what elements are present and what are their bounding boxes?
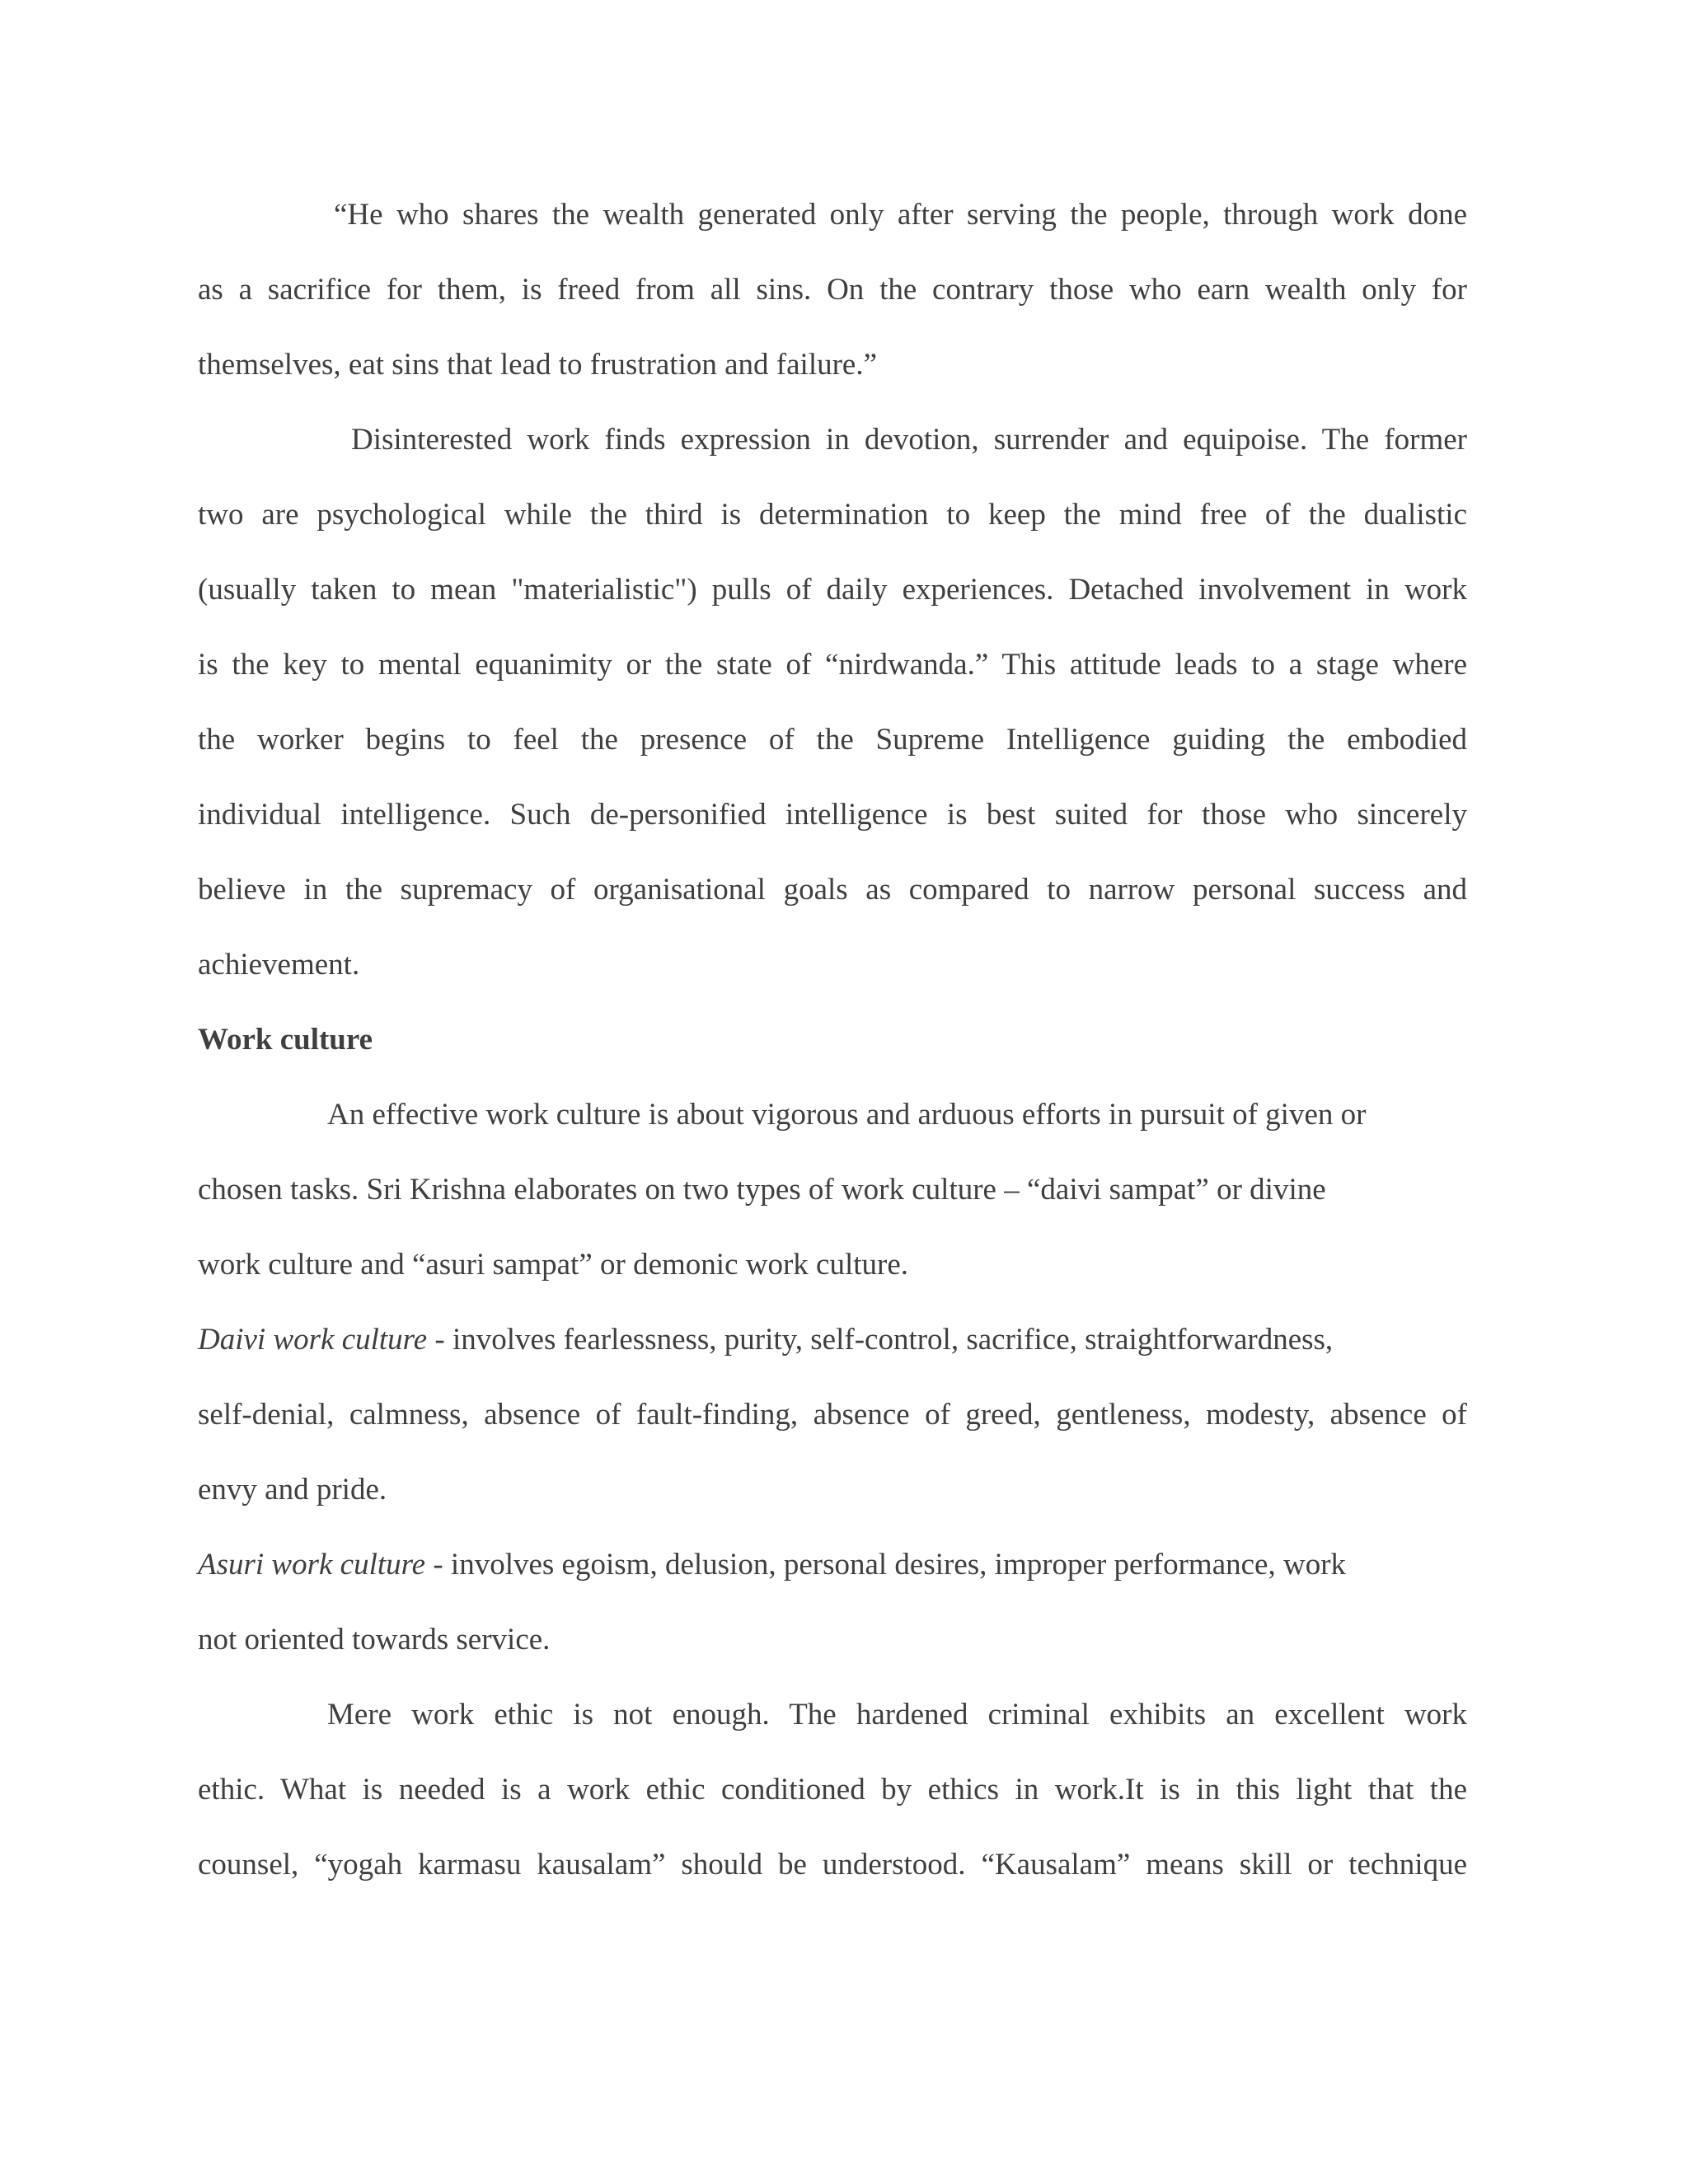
paragraph-2-line-5: the worker begins to feel the presence of the Supreme Intelligence guiding the embodied	[198, 723, 1467, 757]
paragraph-2-line-2: two are psychological while the third is determination to keep the mind free of the dualistic	[198, 498, 1467, 532]
paragraph-2-line-8: achievement.	[198, 948, 360, 982]
asuri-description: - involves egoism, delusion, personal desires, improper performance, work	[425, 1548, 1347, 1582]
paragraph-4-line-1: Mere work ethic is not enough. The hardened criminal exhibits an excellent work	[327, 1698, 1467, 1732]
asuri-line-1	[198, 1546, 1467, 1584]
daivi-description: - involves fearlessness, purity, self-control, sacrifice, straightforwardness,	[427, 1323, 1334, 1357]
paragraph-4-line-2: ethic. What is needed is a work ethic conditioned by ethics in work.It is in this light that the	[198, 1773, 1467, 1807]
section-heading: Work culture	[198, 1023, 373, 1057]
daivi-line-2: self-denial, calmness, absence of fault-finding, absence of greed, gentleness, modesty, absence of	[198, 1398, 1467, 1432]
paragraph-2-line-7: believe in the supremacy of organisational goals as compared to narrow personal success and	[198, 873, 1467, 907]
paragraph-2-line-6: individual intelligence. Such de-personified intelligence is best suited for those who sincerely	[198, 798, 1467, 832]
daivi-line-1	[198, 1321, 1467, 1359]
paragraph-3-line-2: chosen tasks. Sri Krishna elaborates on two types of work culture – “daivi sampat” or divine	[198, 1173, 1326, 1207]
asuri-line-2: not oriented towards service.	[198, 1623, 551, 1657]
asuri-term: Asuri work culture	[198, 1548, 426, 1582]
paragraph-3-line-1: An effective work culture is about vigorous and arduous efforts in pursuit of given or	[327, 1098, 1367, 1132]
paragraph-4-line-3: counsel, “yogah karmasu kausalam” should be understood. “Kausalam” means skill or technique	[198, 1848, 1467, 1882]
paragraph-2-line-3: (usually taken to mean "materialistic") pulls of daily experiences. Detached involvement in work	[198, 573, 1467, 607]
paragraph-2-line-4: is the key to mental equanimity or the state of “nirdwanda.” This attitude leads to a stage where	[198, 648, 1467, 682]
paragraph-1-line-1: “He who shares the wealth generated only after serving the people, through work done	[334, 198, 1467, 232]
daivi-line-3: envy and pride.	[198, 1473, 387, 1507]
daivi-term: Daivi work culture	[198, 1323, 428, 1357]
paragraph-1-line-3: themselves, eat sins that lead to frustration and failure.”	[198, 348, 878, 382]
paragraph-3-line-3: work culture and “asuri sampat” or demonic work culture.	[198, 1248, 909, 1282]
paragraph-1-line-2: as a sacrifice for them, is freed from all sins. On the contrary those who earn wealth only for	[198, 273, 1467, 307]
paragraph-2-line-1: Disinterested work finds expression in devotion, surrender and equipoise. The former	[351, 423, 1467, 457]
